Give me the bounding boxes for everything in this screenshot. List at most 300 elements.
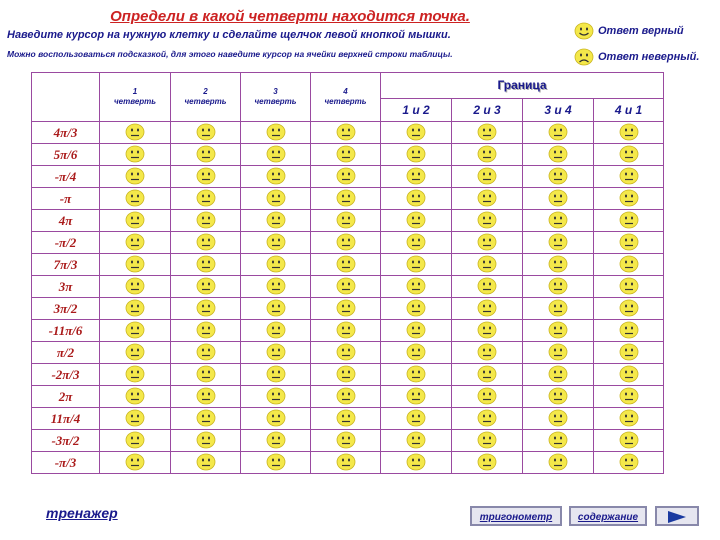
neutral-smiley-icon [619,233,639,251]
answer-cell[interactable] [100,430,171,452]
answer-cell[interactable] [594,122,664,144]
answer-cell[interactable] [523,430,594,452]
neutral-smiley-icon [196,387,216,405]
border-header-4-1[interactable]: 4 и 1 [594,98,664,121]
answer-cell[interactable] [241,188,311,210]
quarter-table [31,72,664,474]
neutral-smiley-icon [196,167,216,185]
answer-cell[interactable] [523,408,594,430]
answer-cell[interactable] [311,144,381,166]
neutral-smiley-icon [406,431,426,449]
border-header-3-4[interactable]: 3 и 4 [523,98,594,121]
neutral-smiley-icon [406,409,426,427]
answer-cell[interactable] [311,276,381,298]
neutral-smiley-icon [619,343,639,361]
answer-cell[interactable] [594,166,664,188]
neutral-smiley-icon [336,343,356,361]
neutral-smiley-icon [477,233,497,251]
neutral-smiley-icon [196,431,216,449]
answer-cell[interactable] [241,386,311,408]
quarter-header-4[interactable] [311,73,381,122]
answer-cell[interactable] [523,122,594,144]
neutral-smiley-icon [548,321,568,339]
neutral-smiley-icon [266,145,286,163]
neutral-smiley-icon [266,365,286,383]
neutral-smiley-icon [548,167,568,185]
table-row [32,364,664,386]
answer-cell[interactable] [523,386,594,408]
answer-cell[interactable] [381,188,452,210]
answer-cell[interactable] [171,122,241,144]
neutral-smiley-icon [266,123,286,141]
angle-label: 7π/3 [32,254,100,276]
answer-cell[interactable] [171,144,241,166]
neutral-smiley-icon [196,211,216,229]
neutral-smiley-icon [266,233,286,251]
answer-cell[interactable] [523,144,594,166]
neutral-smiley-icon [477,123,497,141]
answer-cell[interactable] [381,276,452,298]
answer-cell[interactable] [311,320,381,342]
answer-cell[interactable] [381,232,452,254]
angle-label: 2π [32,386,100,408]
neutral-smiley-icon [336,233,356,251]
neutral-smiley-icon [619,255,639,273]
answer-cell[interactable] [594,408,664,430]
quarter-word: четверть [254,97,297,106]
neutral-smiley-icon [125,167,145,185]
answer-cell[interactable] [381,298,452,320]
neutral-smiley-icon [196,189,216,207]
answer-cell[interactable] [452,298,523,320]
neutral-smiley-icon [548,145,568,163]
neutral-smiley-icon [548,365,568,383]
legend-wrong [574,48,699,66]
hint-text: Можно воспользоваться подсказкой, для этого наведите курсор на ячейки верхней строки таблицы. [7,49,453,59]
legend-correct [574,22,684,40]
neutral-smiley-icon [406,145,426,163]
neutral-smiley-icon [406,123,426,141]
answer-cell[interactable] [452,452,523,474]
answer-cell[interactable] [452,342,523,364]
answer-cell[interactable] [100,298,171,320]
neutral-smiley-icon [548,431,568,449]
answer-cell[interactable] [171,386,241,408]
neutral-smiley-icon [196,233,216,251]
quarter-header-3[interactable] [241,73,311,122]
neutral-smiley-icon [125,189,145,207]
answer-cell[interactable] [241,166,311,188]
neutral-smiley-icon [406,255,426,273]
table-row [32,320,664,342]
neutral-smiley-icon [336,453,356,471]
answer-cell[interactable] [311,166,381,188]
border-header: Граница [381,73,664,99]
neutral-smiley-icon [477,277,497,295]
answer-cell[interactable] [100,408,171,430]
neutral-smiley-icon [196,343,216,361]
neutral-smiley-icon [619,365,639,383]
answer-cell[interactable] [171,408,241,430]
neutral-smiley-icon [619,387,639,405]
neutral-smiley-icon [406,167,426,185]
neutral-smiley-icon [619,321,639,339]
neutral-smiley-icon [336,211,356,229]
neutral-smiley-icon [266,211,286,229]
answer-cell[interactable] [171,320,241,342]
answer-cell[interactable] [241,276,311,298]
answer-cell[interactable] [381,386,452,408]
answer-cell[interactable] [381,122,452,144]
neutral-smiley-icon [406,365,426,383]
answer-cell[interactable] [452,232,523,254]
answer-cell[interactable] [241,298,311,320]
answer-cell[interactable] [523,276,594,298]
answer-cell[interactable] [452,188,523,210]
neutral-smiley-icon [336,123,356,141]
neutral-smiley-icon [406,233,426,251]
neutral-smiley-icon [619,453,639,471]
answer-cell[interactable] [311,254,381,276]
table-row [32,408,664,430]
neutral-smiley-icon [336,145,356,163]
neutral-smiley-icon [266,299,286,317]
next-button[interactable] [655,506,699,526]
table-row [32,144,664,166]
answer-cell[interactable] [381,342,452,364]
neutral-smiley-icon [548,189,568,207]
answer-cell[interactable] [100,276,171,298]
trainer-link[interactable]: тренажер [46,505,118,521]
answer-cell[interactable] [594,364,664,386]
answer-cell[interactable] [311,298,381,320]
answer-cell[interactable] [452,276,523,298]
answer-cell[interactable] [100,188,171,210]
neutral-smiley-icon [266,387,286,405]
neutral-smiley-icon [477,189,497,207]
table-row [32,210,664,232]
neutral-smiley-icon [125,145,145,163]
answer-cell[interactable] [594,254,664,276]
neutral-smiley-icon [196,255,216,273]
answer-cell[interactable] [171,364,241,386]
answer-cell[interactable] [241,342,311,364]
neutral-smiley-icon [477,145,497,163]
answer-cell[interactable] [311,364,381,386]
legend-correct-label: Ответ верный [598,25,684,37]
neutral-smiley-icon [548,387,568,405]
answer-cell[interactable] [523,320,594,342]
neutral-smiley-icon [477,211,497,229]
neutral-smiley-icon [477,453,497,471]
answer-cell[interactable] [171,298,241,320]
table-row [32,188,664,210]
answer-cell[interactable] [171,188,241,210]
answer-cell[interactable] [594,386,664,408]
answer-cell[interactable] [241,232,311,254]
answer-cell[interactable] [594,188,664,210]
neutral-smiley-icon [406,277,426,295]
neutral-smiley-icon [125,123,145,141]
answer-cell[interactable] [381,210,452,232]
angle-label: -π/3 [32,452,100,474]
table-row [32,276,664,298]
table-row [32,122,664,144]
answer-cell[interactable] [311,210,381,232]
answer-cell[interactable] [100,122,171,144]
answer-cell[interactable] [311,122,381,144]
answer-cell[interactable] [452,166,523,188]
answer-cell[interactable] [100,386,171,408]
neutral-smiley-icon [125,211,145,229]
neutral-smiley-icon [548,277,568,295]
answer-cell[interactable] [452,408,523,430]
answer-cell[interactable] [241,364,311,386]
answer-cell[interactable] [171,276,241,298]
neutral-smiley-icon [336,431,356,449]
neutral-smiley-icon [477,321,497,339]
neutral-smiley-icon [548,299,568,317]
answer-cell[interactable] [311,408,381,430]
contents-button[interactable]: содержание [569,506,647,526]
neutral-smiley-icon [477,431,497,449]
neutral-smiley-icon [548,255,568,273]
neutral-smiley-icon [619,299,639,317]
answer-cell[interactable] [594,342,664,364]
answer-cell[interactable] [523,210,594,232]
answer-cell[interactable] [171,166,241,188]
neutral-smiley-icon [477,299,497,317]
neutral-smiley-icon [477,343,497,361]
quarter-word: четверть [113,97,157,106]
table-row [32,452,664,474]
quarter-num: 3 [273,87,278,96]
answer-cell[interactable] [100,254,171,276]
neutral-smiley-icon [336,365,356,383]
answer-cell[interactable] [241,320,311,342]
angle-label: 11π/4 [32,408,100,430]
answer-cell[interactable] [311,452,381,474]
neutral-smiley-icon [125,277,145,295]
answer-cell[interactable] [381,320,452,342]
neutral-smiley-icon [406,387,426,405]
neutral-smiley-icon [196,409,216,427]
answer-cell[interactable] [100,452,171,474]
neutral-smiley-icon [619,167,639,185]
answer-cell[interactable] [523,452,594,474]
quarter-num: 2 [203,87,208,96]
neutral-smiley-icon [196,123,216,141]
neutral-smiley-icon [619,123,639,141]
answer-cell[interactable] [241,254,311,276]
angle-label: 4π [32,210,100,232]
neutral-smiley-icon [406,211,426,229]
quarter-word: четверть [184,97,227,106]
neutral-smiley-icon [619,277,639,295]
neutral-smiley-icon [125,409,145,427]
instruction-text: Наведите курсор на нужную клетку и сделайте щелчок левой кнопкой мышки. [7,29,451,41]
neutral-smiley-icon [125,321,145,339]
neutral-smiley-icon [336,409,356,427]
neutral-smiley-icon [548,233,568,251]
neutral-smiley-icon [196,453,216,471]
answer-cell[interactable] [171,232,241,254]
neutral-smiley-icon [477,255,497,273]
angle-label: 5π/6 [32,144,100,166]
answer-cell[interactable] [594,298,664,320]
answer-cell[interactable] [452,364,523,386]
answer-cell[interactable] [452,254,523,276]
answer-cell[interactable] [452,144,523,166]
answer-cell[interactable] [100,232,171,254]
neutral-smiley-icon [406,189,426,207]
neutral-smiley-icon [548,343,568,361]
answer-cell[interactable] [311,232,381,254]
neutral-smiley-icon [619,431,639,449]
answer-cell[interactable] [241,408,311,430]
answer-cell[interactable] [523,232,594,254]
neutral-smiley-icon [196,321,216,339]
angle-label: -π [32,188,100,210]
answer-cell[interactable] [381,430,452,452]
neutral-smiley-icon [336,387,356,405]
answer-cell[interactable] [523,364,594,386]
trigonometer-button[interactable]: тригонометр [470,506,562,526]
quarter-num: 1 [132,87,138,96]
neutral-smiley-icon [619,211,639,229]
answer-cell[interactable] [241,210,311,232]
neutral-smiley-icon [406,321,426,339]
answer-cell[interactable] [381,254,452,276]
neutral-smiley-icon [266,255,286,273]
answer-cell[interactable] [523,166,594,188]
neutral-smiley-icon [477,365,497,383]
answer-cell[interactable] [171,254,241,276]
neutral-smiley-icon [196,365,216,383]
angle-label: -11π/6 [32,320,100,342]
neutral-smiley-icon [548,123,568,141]
quarter-num: 4 [343,87,348,96]
answer-cell[interactable] [241,144,311,166]
neutral-smiley-icon [336,189,356,207]
table-row [32,254,664,276]
answer-cell[interactable] [381,144,452,166]
neutral-smiley-icon [125,365,145,383]
border-header-1-2[interactable]: 1 и 2 [381,98,452,121]
table-row [32,430,664,452]
answer-cell[interactable] [100,342,171,364]
answer-cell[interactable] [594,430,664,452]
table-row [32,232,664,254]
answer-cell[interactable] [171,452,241,474]
answer-cell[interactable] [311,188,381,210]
table-row [32,298,664,320]
neutral-smiley-icon [548,409,568,427]
neutral-smiley-icon [619,409,639,427]
answer-cell[interactable] [100,166,171,188]
answer-cell[interactable] [594,210,664,232]
border-header-2-3[interactable]: 2 и 3 [452,98,523,121]
neutral-smiley-icon [336,299,356,317]
neutral-smiley-icon [477,409,497,427]
answer-cell[interactable] [594,452,664,474]
angle-label: 3π/2 [32,298,100,320]
neutral-smiley-icon [125,431,145,449]
neutral-smiley-icon [266,167,286,185]
legend-wrong-label: Ответ неверный. [598,51,700,63]
answer-cell[interactable] [452,122,523,144]
neutral-smiley-icon [477,387,497,405]
answer-cell[interactable] [594,276,664,298]
answer-cell[interactable] [381,166,452,188]
answer-cell[interactable] [100,144,171,166]
answer-cell[interactable] [452,210,523,232]
table-row [32,386,664,408]
answer-cell[interactable] [452,386,523,408]
neutral-smiley-icon [125,255,145,273]
quarter-header-2[interactable] [171,73,241,122]
answer-cell[interactable] [594,320,664,342]
neutral-smiley-icon [266,409,286,427]
answer-cell[interactable] [452,320,523,342]
answer-cell[interactable] [311,430,381,452]
answer-cell[interactable] [311,342,381,364]
answer-cell[interactable] [594,144,664,166]
neutral-smiley-icon [266,343,286,361]
answer-cell[interactable] [171,342,241,364]
answer-cell[interactable] [171,210,241,232]
answer-cell[interactable] [381,408,452,430]
neutral-smiley-icon [266,189,286,207]
answer-cell[interactable] [100,210,171,232]
answer-cell[interactable] [100,364,171,386]
answer-cell[interactable] [241,452,311,474]
answer-cell[interactable] [452,430,523,452]
play-arrow-icon [666,511,688,523]
neutral-smiley-icon [125,233,145,251]
neutral-smiley-icon [125,299,145,317]
neutral-smiley-icon [548,453,568,471]
neutral-smiley-icon [266,453,286,471]
quarter-word: четверть [324,97,367,106]
answer-cell[interactable] [171,430,241,452]
answer-cell[interactable] [241,430,311,452]
angle-label: -π/4 [32,166,100,188]
table-body [32,122,664,474]
answer-cell[interactable] [100,320,171,342]
angle-label: -2π/3 [32,364,100,386]
answer-cell[interactable] [381,452,452,474]
angle-label: 4π/3 [32,122,100,144]
answer-cell[interactable] [523,342,594,364]
answer-cell[interactable] [523,298,594,320]
angle-label: -π/2 [32,232,100,254]
quarter-header-1[interactable] [100,73,171,122]
neutral-smiley-icon [406,343,426,361]
answer-cell[interactable] [241,122,311,144]
table-row [32,342,664,364]
neutral-smiley-icon [266,277,286,295]
neutral-smiley-icon [266,431,286,449]
answer-cell[interactable] [311,386,381,408]
answer-cell[interactable] [523,188,594,210]
answer-cell[interactable] [523,254,594,276]
neutral-smiley-icon [196,277,216,295]
neutral-smiley-icon [196,299,216,317]
answer-cell[interactable] [594,232,664,254]
neutral-smiley-icon [266,321,286,339]
answer-cell[interactable] [381,364,452,386]
